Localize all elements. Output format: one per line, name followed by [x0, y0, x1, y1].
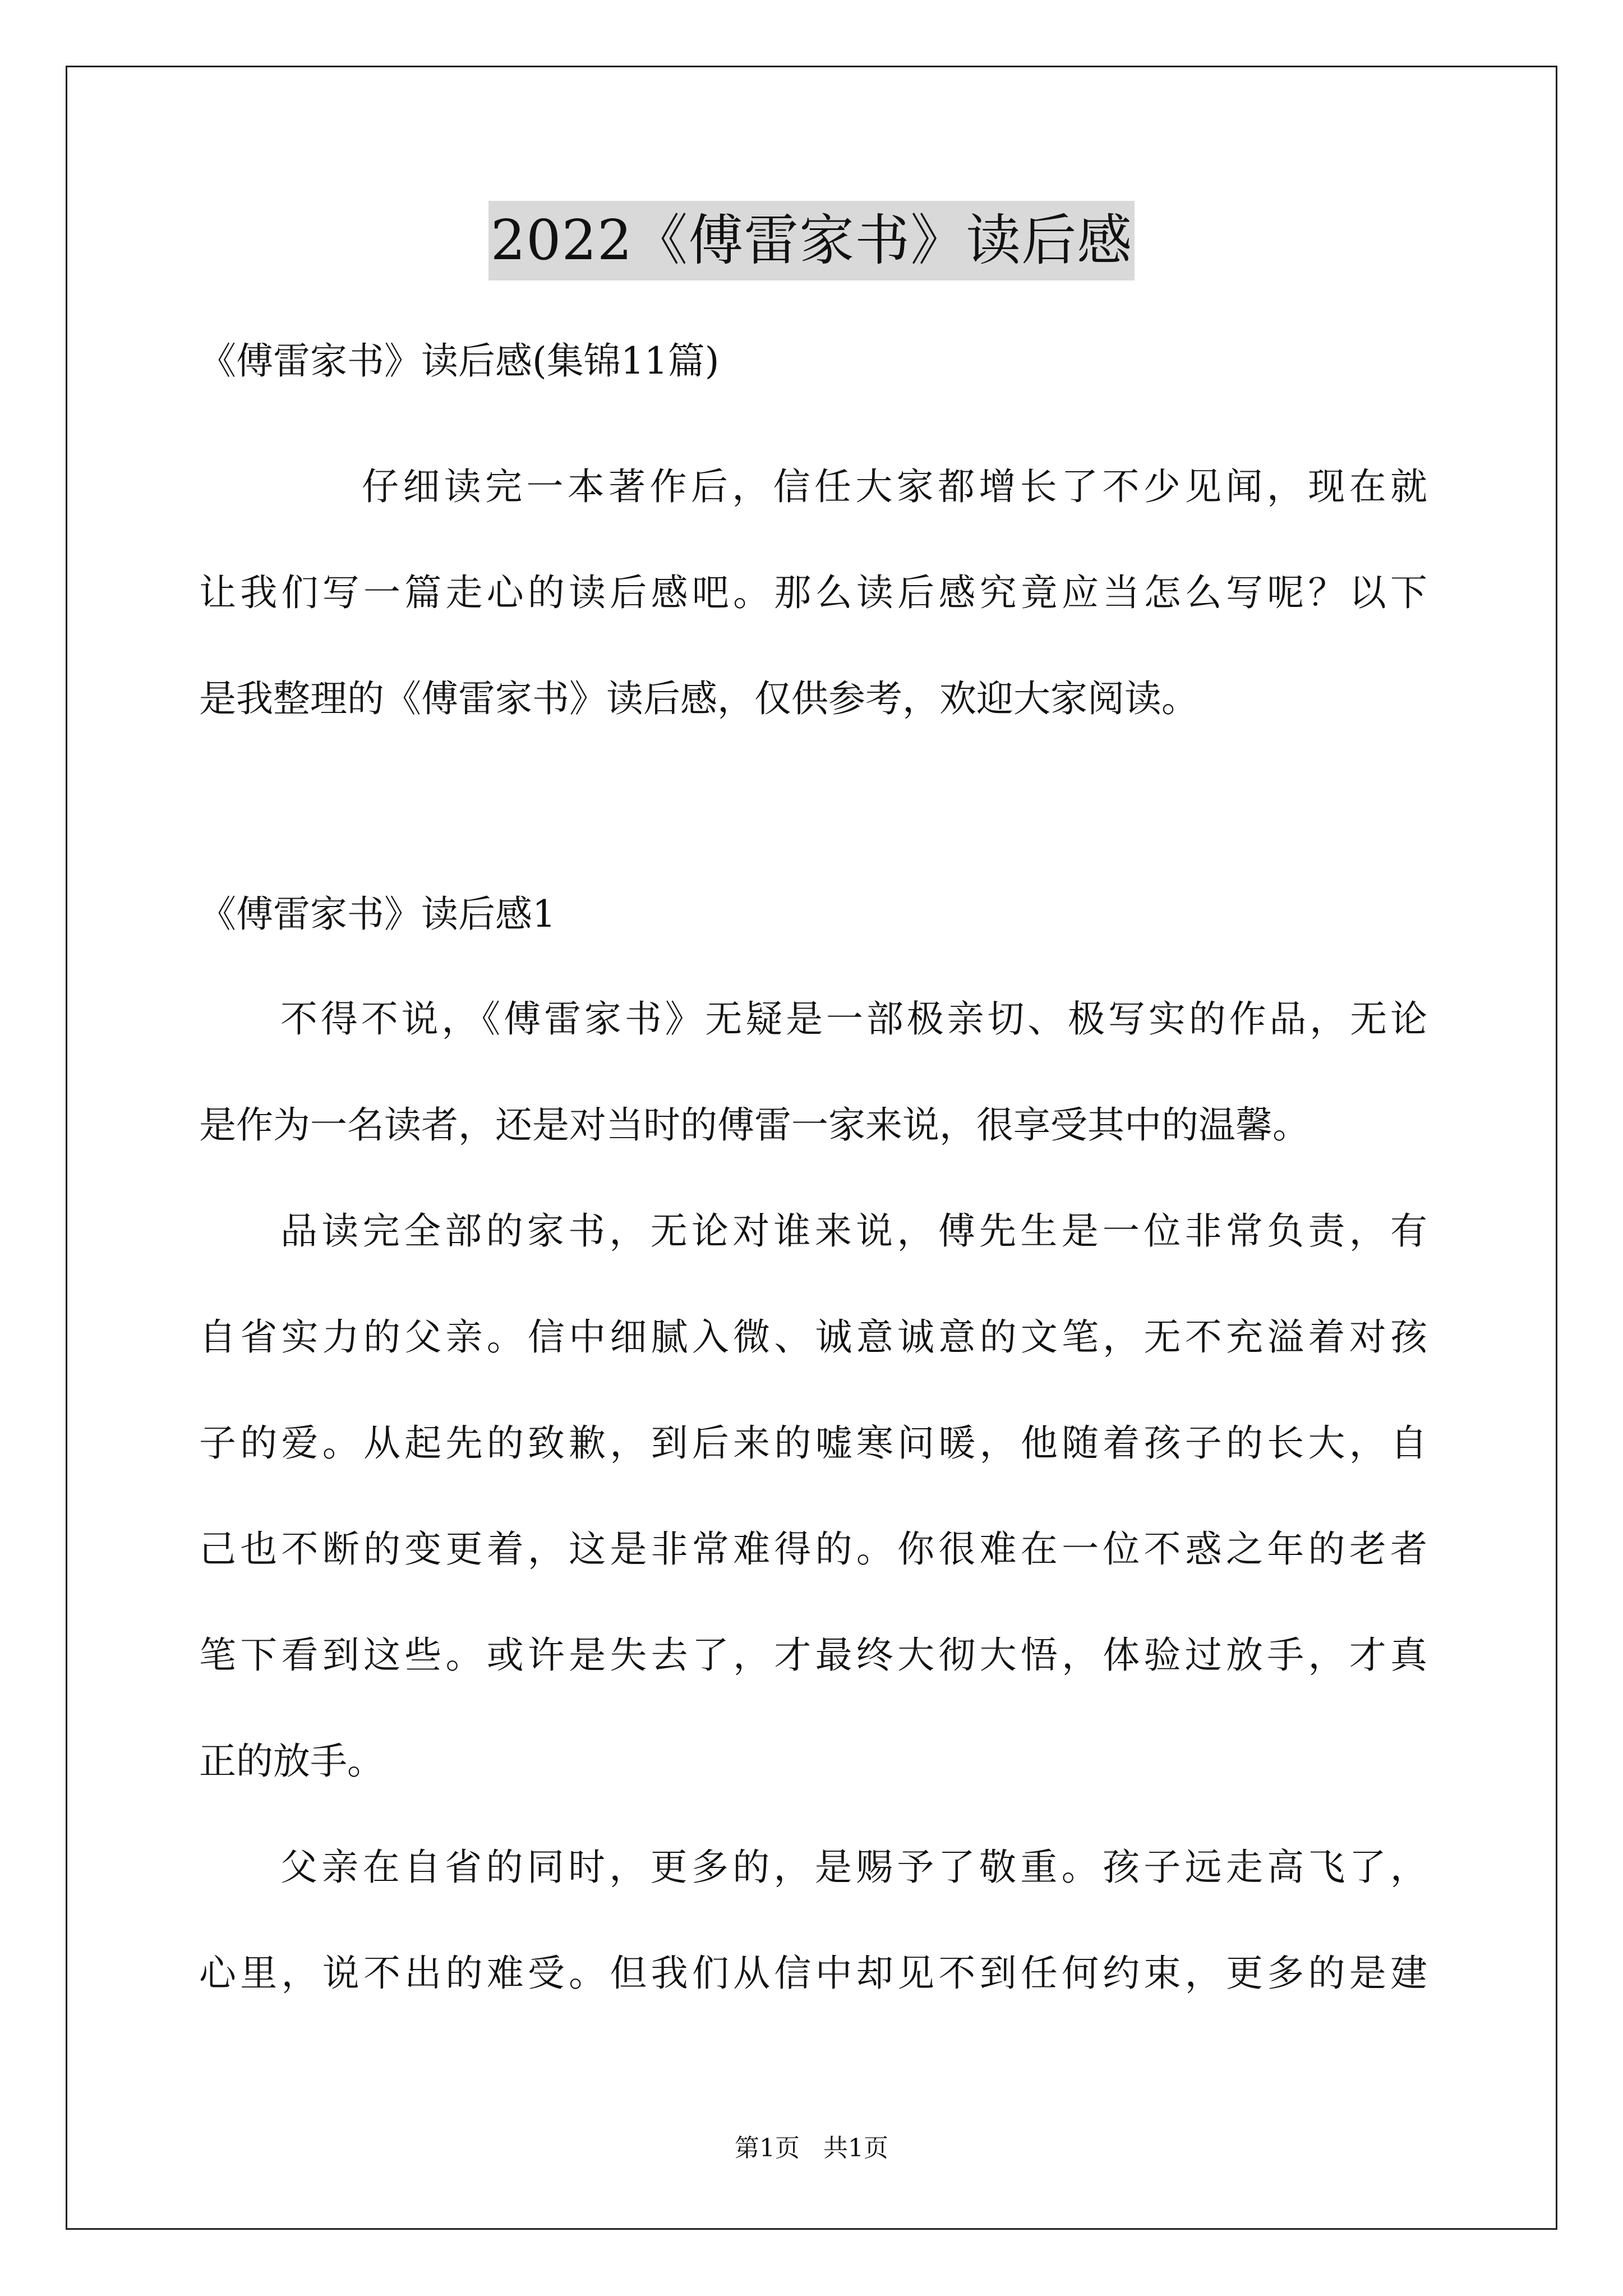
- document-subtitle: 《傅雷家书》读后感(集锦11篇): [199, 339, 720, 383]
- intro-line-1: 仔细读完一本著作后，信任大家都增长了不少见闻，现在就: [362, 465, 1427, 508]
- body-line-4: 自省实力的父亲。信中细腻入微、诚意诚意的文笔，无不充溢着对孩: [199, 1315, 1427, 1359]
- body-line-7: 笔下看到这些。或许是失去了，才最终大彻大悟，体验过放手，才真: [199, 1634, 1427, 1677]
- body-line-10: 心里，说不出的难受。但我们从信中却见不到任何约束，更多的是建: [199, 1952, 1427, 1995]
- body-line-1: 不得不说，《傅雷家书》无疑是一部极亲切、极写实的作品，无论: [280, 997, 1427, 1041]
- section-heading: 《傅雷家书》读后感1: [199, 892, 556, 936]
- intro-line-2: 让我们写一篇走心的读后感吧。那么读后感究竟应当怎么写呢？以下: [199, 571, 1427, 614]
- document-title: 2022《傅雷家书》读后感: [488, 201, 1135, 280]
- body-line-5: 子的爱。从起先的致歉，到后来的嘘寒问暖，他随着孩子的长大，自: [199, 1421, 1427, 1465]
- body-line-6: 己也不断的变更着，这是非常难得的。你很难在一位不惑之年的老者: [199, 1527, 1427, 1571]
- body-line-2: 是作为一名读者，还是对当时的傅雷一家来说，很享受其中的温馨。: [199, 1103, 1310, 1147]
- title-container: [0, 201, 1623, 280]
- body-line-8: 正的放手。: [199, 1740, 384, 1783]
- body-line-9: 父亲在自省的同时，更多的，是赐予了敬重。孩子远走高飞了，: [280, 1846, 1427, 1889]
- intro-line-3: 是我整理的《傅雷家书》读后感，仅供参考，欢迎大家阅读。: [199, 677, 1198, 720]
- body-line-3: 品读完全部的家书，无论对谁来说，傅先生是一位非常负责，有: [280, 1209, 1427, 1253]
- page-footer: 第1页 共1页: [735, 2134, 888, 2162]
